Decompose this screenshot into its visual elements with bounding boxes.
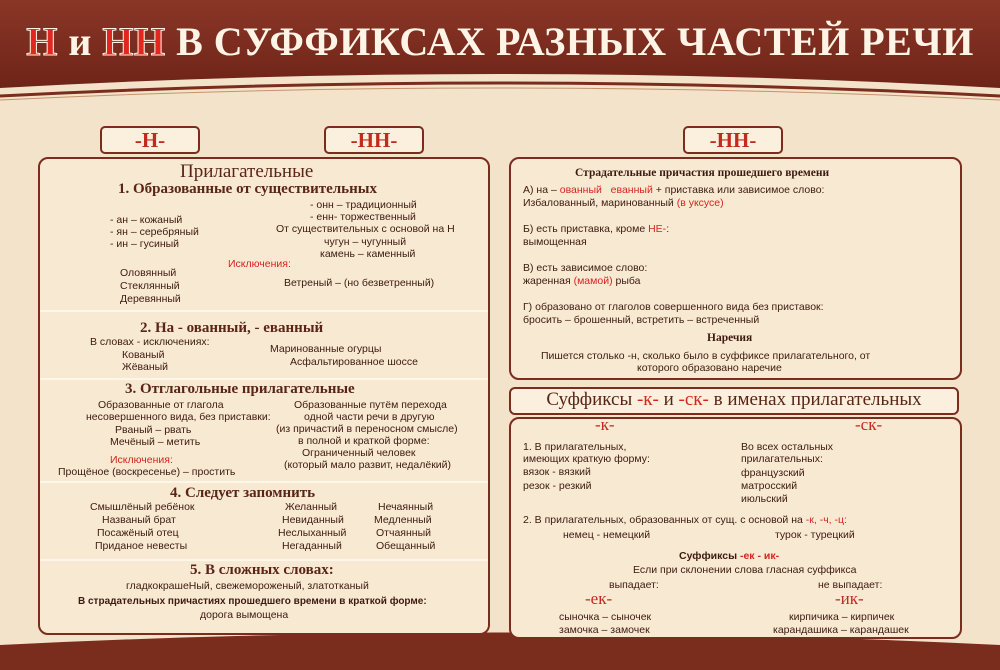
ek-ik-rule: Если при склонении слова гласная суффикса (633, 564, 857, 576)
s4-col2: Невиданный (282, 514, 344, 526)
adverbs-title: Наречия (707, 332, 753, 344)
k-rule: резок - резкий (523, 480, 592, 492)
right-top-panel (509, 157, 962, 380)
rule-v-example: жаренная (мамой) рыба (523, 275, 641, 287)
s4-col1: Смышлёный ребёнок (90, 501, 195, 513)
s3-right-line: (из причастий в переносном смысле) (276, 423, 458, 435)
k-rule: вязок - вязкий (523, 466, 591, 478)
s1-nn-line: чугун – чугунный (324, 236, 407, 248)
s3-right-line: Образованные путём перехода (294, 399, 447, 411)
k-rule-2: 2. В прилагательных, образованных от сущ. с основой на -к, -ч, -ц: (523, 514, 847, 526)
ik-word: кирпичика – кирпичек (789, 611, 895, 623)
ek-ik-title: Суффиксы -ек - ик- (679, 550, 780, 562)
s1-exceptions-label: Исключения: (228, 258, 291, 270)
s5-line: дорога вымощена (200, 609, 289, 621)
s4-col1: Приданое невесты (95, 540, 188, 552)
ek-word: сыночка – сыночек (559, 611, 652, 623)
s1-nn-line: - енн- торжественный (310, 211, 416, 223)
left-panel (38, 157, 490, 635)
participles-title: Страдательные причастия прошедшего времени (575, 167, 830, 179)
s4-col3: Медленный (374, 514, 432, 526)
section2-title: 2. На - ованный, - еванный (140, 320, 324, 336)
s2-line: Кованый (122, 349, 165, 361)
s3-left-line: Мечёный – метить (110, 436, 201, 448)
s2-line: В словах - исключениях: (90, 336, 210, 348)
s2-line: Асфальтированное шоссе (290, 356, 418, 368)
s4-col1: Названый брат (102, 514, 176, 526)
s1-exc-word: Деревянный (120, 293, 181, 305)
s4-col1: Посажёный отец (97, 527, 179, 539)
ek-head: -ек- (585, 589, 613, 608)
s1-exc-word: Оловянный (120, 267, 177, 279)
adjectives-title: Прилагательные (180, 161, 314, 182)
ik-head: -ик- (835, 589, 864, 608)
tab-nn-right: -НН- (683, 126, 783, 154)
page-title: Н и НН В СУФФИКСАХ РАЗНЫХ ЧАСТЕЙ РЕЧИ (26, 19, 974, 64)
s1-nn-line: камень – каменный (320, 248, 416, 260)
s1-n-line: - ян – серебряный (110, 226, 199, 238)
section5-title: 5. В сложных словах: (190, 562, 334, 578)
sk-rule: Во всех остальных (741, 441, 834, 453)
s1-n-line: - ан – кожаный (110, 214, 183, 226)
s3-left-line: Рваный – рвать (115, 424, 192, 436)
rule-b-example: вымощенная (523, 236, 587, 248)
sk-rule: июльский (741, 493, 788, 505)
s2-line: Жёваный (122, 361, 169, 373)
section3-title: 3. Отглагольные прилагательные (125, 381, 355, 397)
sk-head: -ск- (855, 415, 883, 434)
s3-right-line: одной части речи в другую (304, 411, 435, 423)
adverbs-rule: которого образовано наречие (637, 362, 782, 374)
suffix-section-title: Суффиксы -к- и -ск- в именах прилагательных (509, 387, 959, 415)
rule-a-example: Избалованный, маринованный (в уксусе) (523, 197, 724, 209)
s4-col2: Негаданный (282, 540, 342, 552)
s1-nn-line: От существительных с основой на Н (276, 223, 455, 235)
section1-title: 1. Образованные от существительных (118, 181, 377, 197)
s3-left-line: Образованные от глагола (98, 399, 224, 411)
s3-exception: Прощёное (воскресенье) – простить (58, 466, 236, 478)
right-bottom-panel (509, 417, 962, 639)
s1-exc-right: Ветреный – (но безветренный) (284, 277, 435, 289)
ek-word: замочка – замочек (559, 624, 650, 636)
s1-exc-word: Стеклянный (120, 280, 180, 292)
s5-line: В страдательных причастиях прошедшего времени в краткой форме: (78, 596, 427, 607)
tab-n: -Н- (100, 126, 200, 154)
s1-n-line: - ин – гусиный (110, 238, 180, 250)
no-drop-label: не выпадает: (818, 579, 883, 591)
sk-rule: матросский (741, 480, 798, 492)
s5-line: гладкокрашеНый, свежемороженый, златотканый (126, 580, 369, 592)
s4-col3: Нечаянный (378, 501, 434, 513)
k-rule: имеющих краткую форму: (523, 453, 650, 465)
sk-rule: прилагательных: (741, 453, 823, 465)
tab-nn-left: -НН- (324, 126, 424, 154)
sk-rule: французский (741, 467, 805, 479)
s3-right-line: (который мало развит, недалёкий) (284, 459, 452, 471)
rule-a: А) на – ованный еванный + приставка или зависимое слово: (523, 184, 825, 196)
s4-col2: Неслыханный (278, 527, 347, 539)
ik-word: карандашика – карандашек (773, 624, 909, 636)
rule-v: В) есть зависимое слово: (523, 262, 648, 274)
s3-right-line: Ограниченный человек (302, 447, 416, 459)
s2-line: Маринованные огурцы (270, 343, 382, 355)
s4-col3: Отчаянный (376, 527, 431, 539)
k-rule-2-example: немец - немецкий (563, 529, 651, 541)
rule-g-example: бросить – брошенный, встретить – встреченный (523, 314, 760, 326)
s1-nn-line: - онн – традиционный (310, 199, 417, 211)
drops-label: выпадает: (609, 579, 659, 591)
section4-title: 4. Следует запомнить (170, 485, 316, 501)
header (0, 0, 1000, 88)
s3-left-line: несовершенного вида, без приставки: (86, 411, 271, 423)
k-rule-2-example: турок - турецкий (775, 529, 855, 541)
adverbs-rule: Пишется столько -н, сколько было в суффиксе прилагательного, от (541, 350, 871, 362)
s4-col2: Желанный (285, 501, 338, 513)
rule-b: Б) есть приставка, кроме НЕ-: (523, 223, 670, 235)
k-rule: 1. В прилагательных, (523, 441, 627, 453)
rule-g: Г) образовано от глаголов совершенного вида без приставок: (523, 301, 824, 313)
s3-exceptions-label: Исключения: (110, 454, 173, 466)
s3-right-line: в полной и краткой форме: (298, 435, 430, 447)
k-head: -к- (595, 415, 615, 434)
s4-col3: Обещанный (376, 540, 436, 552)
